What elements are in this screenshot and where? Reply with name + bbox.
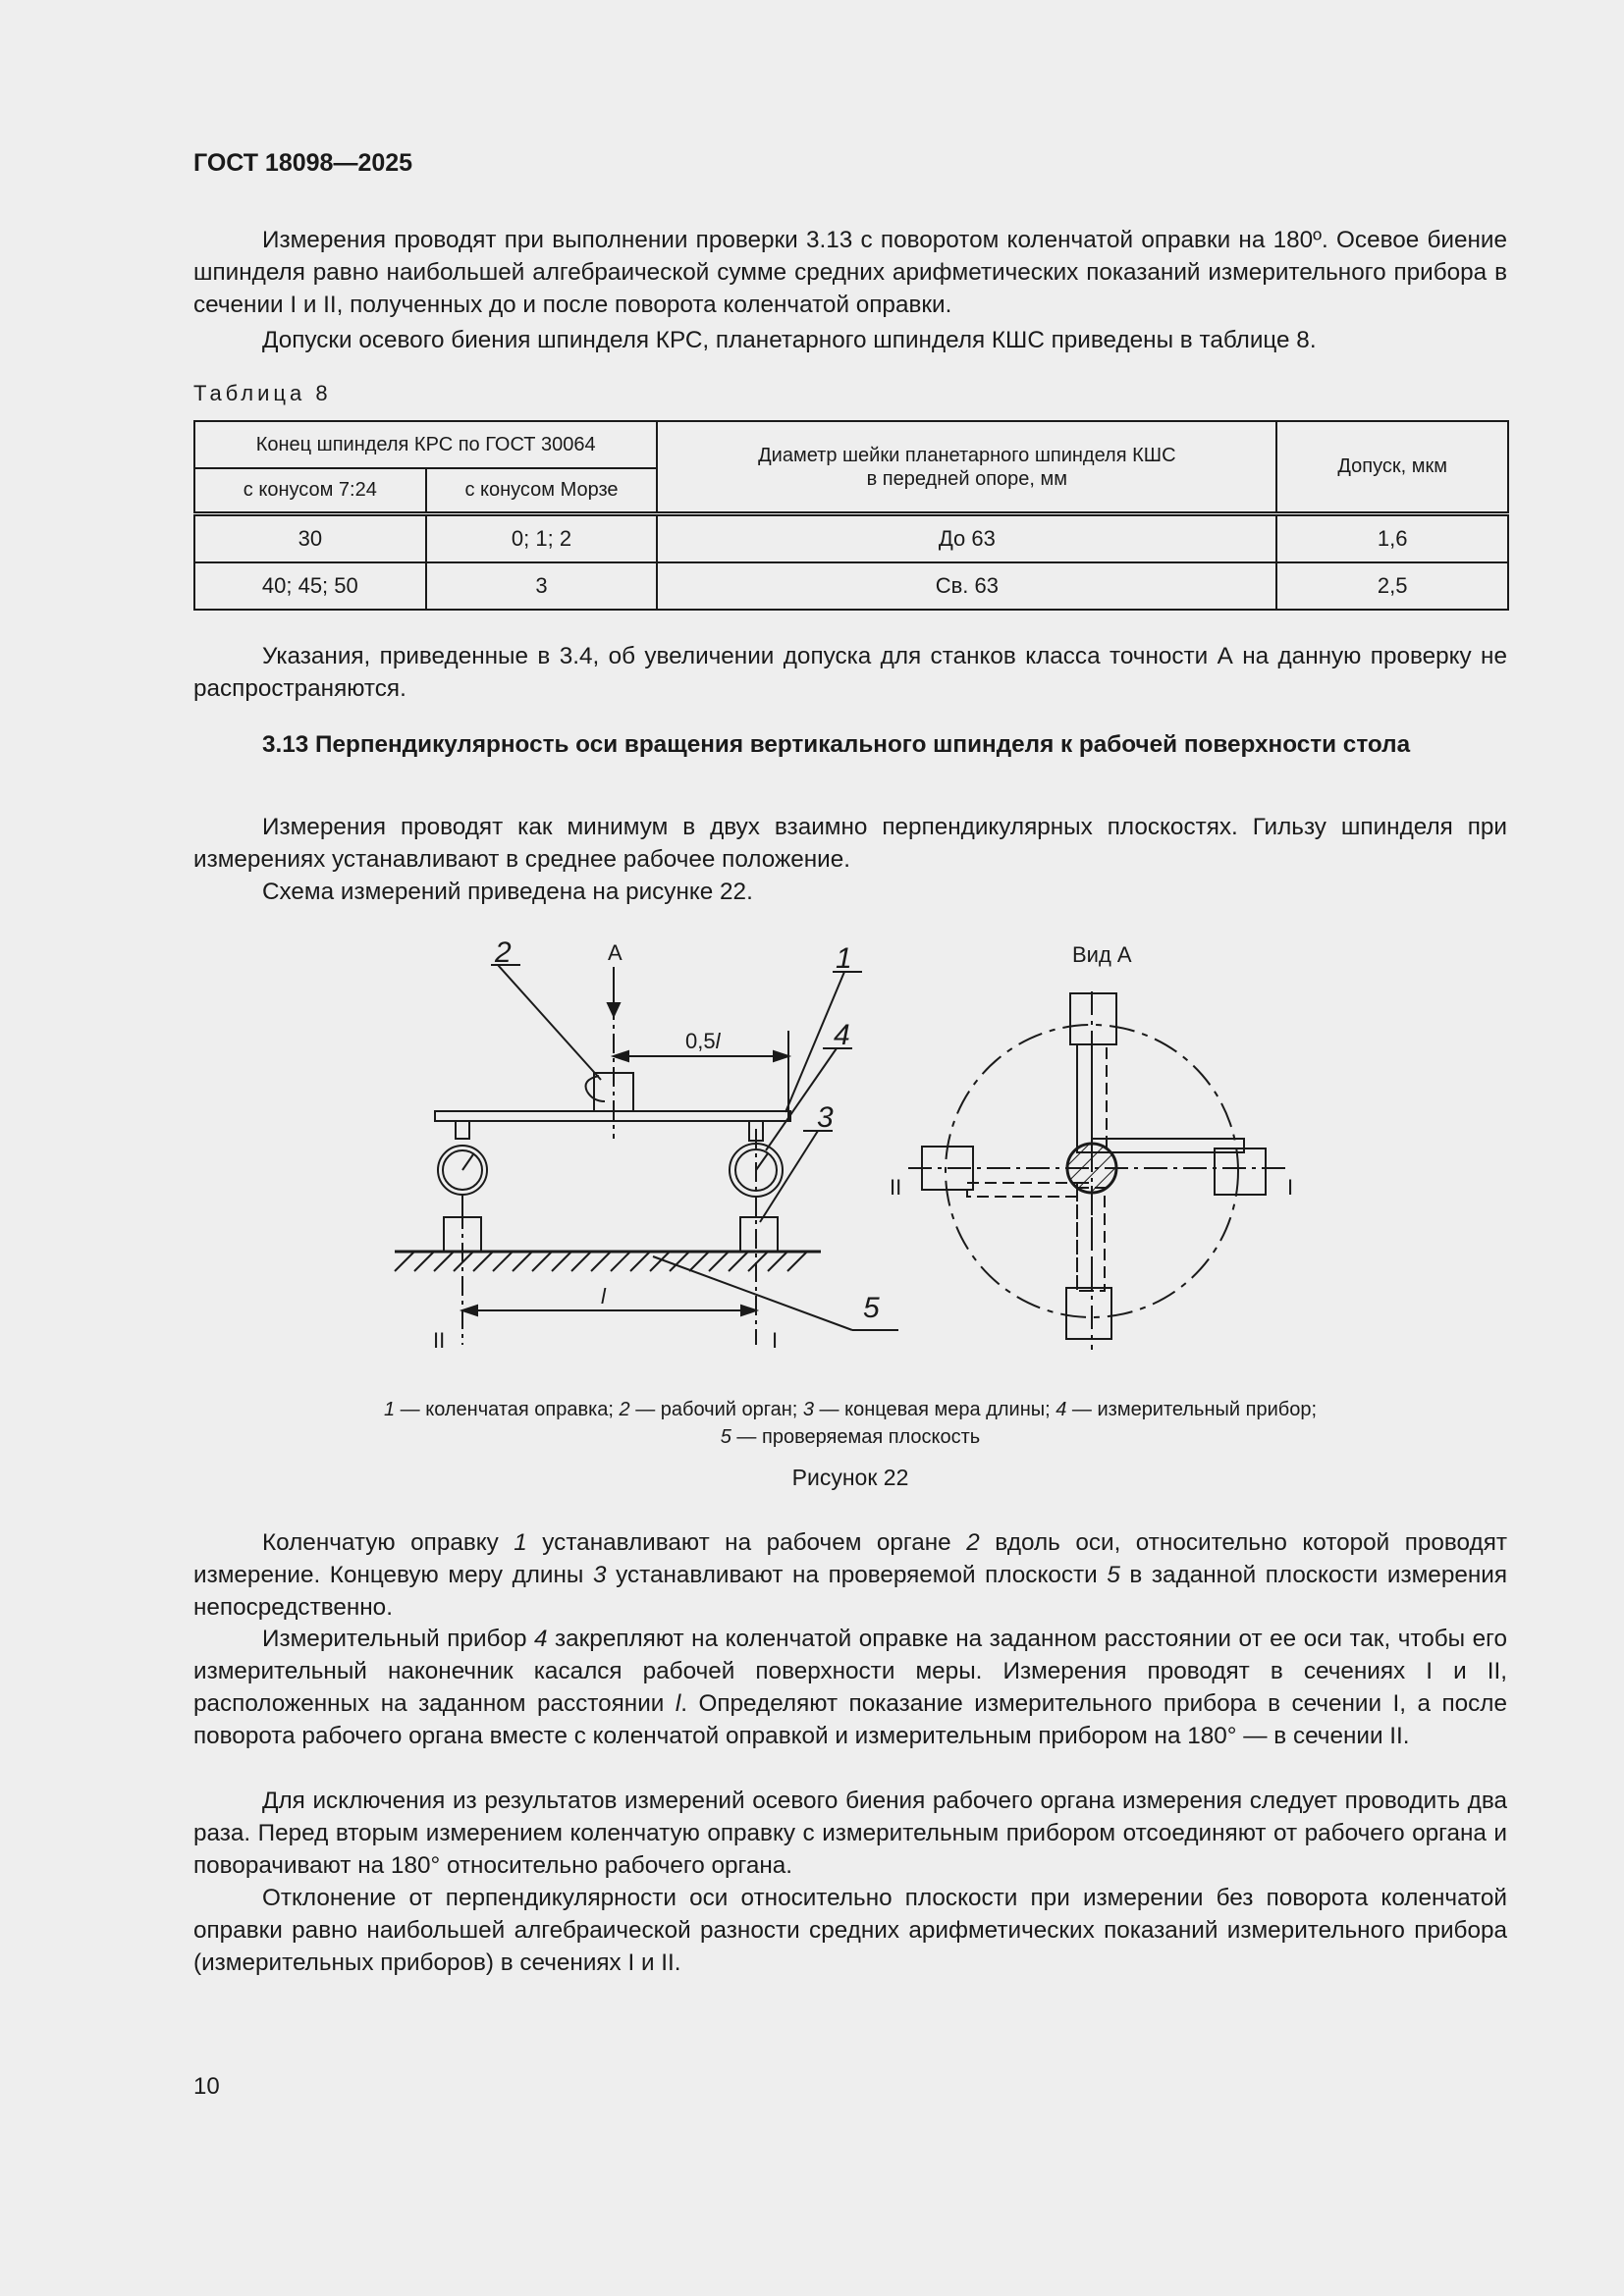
label-l: l (601, 1284, 606, 1308)
label-2: 2 (495, 936, 512, 969)
table-cell: Св. 63 (657, 562, 1276, 610)
label-section-I: I (772, 1328, 779, 1353)
paragraph-4: Измерения проводят как минимум в двух взаимно перпендикулярных плоскостях. Гильзу шпинделя при измерениях устанавливают в среднее рабочее положение. (193, 814, 1507, 873)
label-view-I: I (1287, 1175, 1294, 1200)
table-head-morse-taper: с конусом Морзе (426, 468, 658, 514)
spindle-section (1067, 1144, 1116, 1193)
table-cell: 0; 1; 2 (426, 514, 658, 563)
paragraph-5: Схема измерений приведена на рисунке 22. (262, 879, 753, 905)
table-row (194, 562, 1508, 610)
label-A: А (608, 940, 623, 965)
rotation-arrow (586, 1076, 600, 1092)
leader-2 (498, 965, 601, 1080)
label-section-II: II (433, 1328, 446, 1353)
table-cell: 30 (194, 514, 426, 563)
table-head-taper-7-24: с конусом 7:24 (194, 468, 426, 514)
leader-3 (760, 1131, 818, 1222)
figure-title: Рисунок 22 (791, 1465, 909, 1490)
table-cell: До 63 (657, 514, 1276, 563)
label-3: 3 (817, 1101, 834, 1134)
label-1: 1 (836, 942, 852, 975)
table-8 (193, 420, 1509, 611)
leader-4 (766, 1048, 837, 1150)
label-half-l: 0,5l (685, 1029, 721, 1053)
paragraph-7: Измерительный прибор 4 закрепляют на коленчатой оправке на заданном расстоянии от ее оси так, чтобы его измерительный наконечник касался рабочей поверхности меры. Измерения проводят в сечениях I и II, расположенных на заданном расстоянии l. Определяют показание измерительного прибора в сечении I, а после поворота рабочего органа вместе с коленчатой оправкой и измерительным прибором на 180° — в сечении II. (193, 1626, 1507, 1749)
gauge-block-right (740, 1217, 778, 1252)
table-cell: 40; 45; 50 (194, 562, 426, 610)
ground-hatching (395, 1252, 807, 1271)
table-row (194, 514, 1508, 563)
figure-22-diagram (373, 923, 1316, 1374)
table-caption: Таблица 8 (193, 381, 332, 405)
figure-caption: 1 — коленчатая оправка; 2 — рабочий орган; 3 — концевая мера длины; 4 — измерительный прибор; 5 — проверяемая плоскость (383, 1399, 1317, 1448)
paragraph-2: Допуски осевого биения шпинделя КРС, планетарного шпинделя КШС приведены в таблице 8. (262, 327, 1317, 353)
table-head-tolerance: Допуск, мкм (1276, 421, 1508, 514)
label-5: 5 (863, 1292, 880, 1324)
table-head-diameter: Диаметр шейки планетарного шпинделя КШС в передней опоре, мм (657, 421, 1276, 514)
label-view-II: II (890, 1175, 902, 1200)
table-cell: 1,6 (1276, 514, 1508, 563)
label-4: 4 (834, 1019, 850, 1051)
paragraph-8: Для исключения из результатов измерений осевого биения рабочего органа измерения следует проводить два раза. Перед вторым измерением коленчатую оправку с измерительным прибором отсоединяют от рабочего органа и поворачивают на 180° относительно рабочего органа. (193, 1788, 1507, 1879)
page-number: 10 (193, 2073, 220, 2100)
paragraph-1: Измерения проводят при выполнении проверки 3.13 с поворотом коленчатой оправки на 180º. Осевое биение шпинделя равно наибольшей алгебраической сумме средних арифметических показаний измерительного прибора в сечении I и II, полученных до и после поворота коленчатой оправки. (193, 227, 1507, 318)
paragraph-6: Коленчатую оправку 1 устанавливают на рабочем органе 2 вдоль оси, относительно которой проводят измерение. Концевую меру длины 3 устанавливают на проверяемой плоскости 5 в заданной плоскости измерения непосредственно. (193, 1529, 1507, 1621)
paragraph-9: Отклонение от перпендикулярности оси относительно плоскости при измерении без поворота коленчатой оправки равно наибольшей алгебраической разности средних арифметических показаний измерительного прибора (измерительных приборов) в сечениях I и II. (193, 1885, 1507, 1976)
table-head-group: Конец шпинделя КРС по ГОСТ 30064 (194, 421, 657, 468)
table-cell: 2,5 (1276, 562, 1508, 610)
table-cell: 3 (426, 562, 658, 610)
label-view-a: Вид А (1072, 942, 1132, 967)
paragraph-3: Указания, приведенные в 3.4, об увеличении допуска для станков класса точности А на данную проверку не распространяются. (193, 643, 1507, 702)
document-header: ГОСТ 18098—2025 (193, 149, 413, 177)
section-heading: 3.13 Перпендикулярность оси вращения вертикального шпинделя к рабочей поверхности стола (262, 731, 1411, 758)
